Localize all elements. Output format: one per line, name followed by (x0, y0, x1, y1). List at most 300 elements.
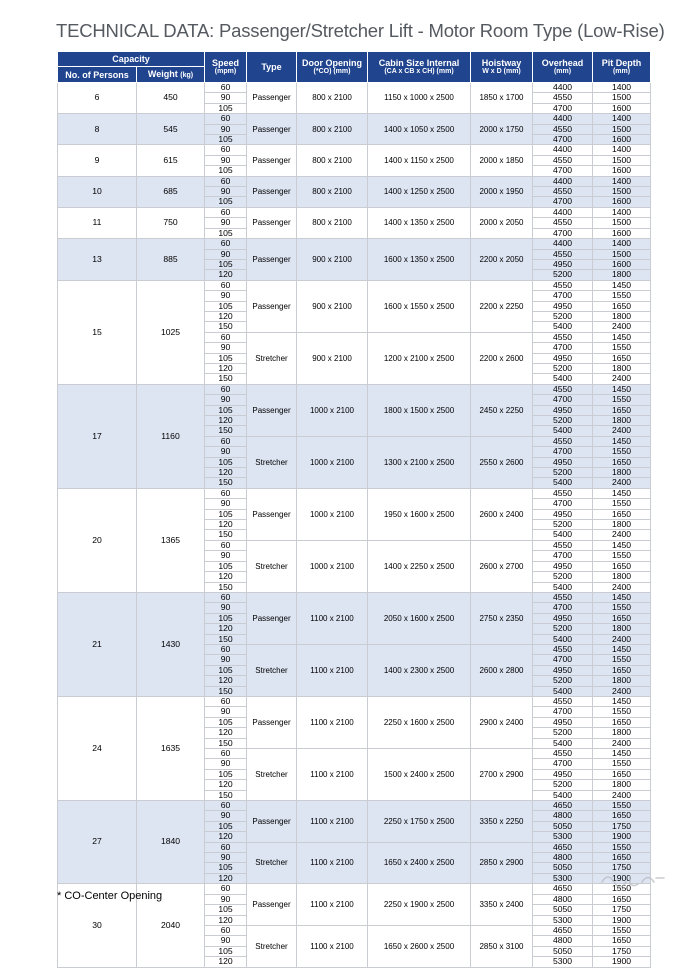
header-pit-unit: (mm) (612, 68, 631, 75)
cabin-cell: 1400 x 1250 x 2500 (368, 176, 471, 207)
pit-depth-cell: 1450 (593, 696, 651, 706)
header-pit (593, 52, 651, 83)
speed-cell: 60 (205, 332, 247, 342)
speed-cell: 90 (205, 291, 247, 301)
door-cell: 900 x 2100 (297, 332, 368, 384)
type-cell: Stretcher (247, 436, 297, 488)
watermark-logo-icon (598, 868, 668, 890)
speed-cell: 120 (205, 957, 247, 967)
cabin-cell: 1500 x 2400 x 2500 (368, 749, 471, 801)
overhead-cell: 4400 (533, 145, 593, 155)
speed-cell: 105 (205, 301, 247, 311)
overhead-cell: 4400 (533, 207, 593, 217)
pit-depth-cell: 1400 (593, 83, 651, 93)
pit-depth-cell: 1750 (593, 905, 651, 915)
overhead-cell: 4550 (533, 436, 593, 446)
speed-cell: 105 (205, 863, 247, 873)
cabin-cell: 1300 x 2100 x 2500 (368, 436, 471, 488)
pit-depth-cell: 1400 (593, 207, 651, 217)
pit-depth-cell: 1550 (593, 551, 651, 561)
pit-depth-cell: 1550 (593, 499, 651, 509)
overhead-cell: 4550 (533, 124, 593, 134)
overhead-cell: 5400 (533, 426, 593, 436)
speed-cell: 90 (205, 894, 247, 904)
pit-depth-cell: 1750 (593, 863, 651, 873)
persons-cell: 15 (58, 280, 137, 384)
header-weight-label: Weight (147, 68, 178, 79)
speed-cell: 90 (205, 124, 247, 134)
persons-cell: 17 (58, 384, 137, 488)
hoistway-cell: 2000 x 1850 (471, 145, 533, 176)
cabin-cell: 2250 x 1750 x 2500 (368, 801, 471, 843)
type-cell: Stretcher (247, 332, 297, 384)
weight-cell: 1160 (137, 384, 205, 488)
hoistway-cell: 2700 x 2900 (471, 749, 533, 801)
hoistway-cell: 3350 x 2400 (471, 884, 533, 926)
pit-depth-cell: 1900 (593, 873, 651, 883)
overhead-cell: 5400 (533, 738, 593, 748)
overhead-cell: 4650 (533, 884, 593, 894)
overhead-cell: 5400 (533, 582, 593, 592)
table-body (58, 83, 651, 968)
speed-cell: 105 (205, 259, 247, 269)
overhead-cell: 4550 (533, 218, 593, 228)
speed-cell: 60 (205, 280, 247, 290)
persons-cell: 6 (58, 83, 137, 114)
overhead-cell: 5200 (533, 270, 593, 280)
overhead-cell: 5200 (533, 363, 593, 373)
overhead-cell: 5300 (533, 832, 593, 842)
overhead-cell: 5200 (533, 676, 593, 686)
pit-depth-cell: 1650 (593, 811, 651, 821)
door-cell: 1000 x 2100 (297, 540, 368, 592)
pit-depth-cell: 1900 (593, 915, 651, 925)
pit-depth-cell: 1900 (593, 957, 651, 967)
speed-cell: 150 (205, 634, 247, 644)
speed-cell: 90 (205, 395, 247, 405)
weight-cell: 1635 (137, 696, 205, 800)
type-cell: Passenger (247, 696, 297, 748)
title-lead: TECHNICAL DATA: (56, 20, 215, 41)
weight-cell: 1025 (137, 280, 205, 384)
overhead-cell: 4700 (533, 707, 593, 717)
header-cabin (368, 52, 471, 83)
pit-depth-cell: 1550 (593, 603, 651, 613)
overhead-cell: 4550 (533, 249, 593, 259)
overhead-cell: 4950 (533, 405, 593, 415)
pit-depth-cell: 2400 (593, 478, 651, 488)
speed-cell: 60 (205, 145, 247, 155)
weight-cell: 615 (137, 145, 205, 176)
speed-cell: 90 (205, 447, 247, 457)
speed-cell: 105 (205, 228, 247, 238)
overhead-cell: 4700 (533, 291, 593, 301)
type-cell: Passenger (247, 176, 297, 207)
overhead-cell: 5050 (533, 905, 593, 915)
overhead-cell: 5050 (533, 863, 593, 873)
overhead-cell: 4650 (533, 801, 593, 811)
pit-depth-cell: 1650 (593, 353, 651, 363)
overhead-cell: 4550 (533, 384, 593, 394)
speed-cell: 120 (205, 468, 247, 478)
pit-depth-cell: 1500 (593, 124, 651, 134)
door-cell: 800 x 2100 (297, 207, 368, 238)
hoistway-cell: 2000 x 1950 (471, 176, 533, 207)
pit-depth-cell: 1450 (593, 436, 651, 446)
door-cell: 800 x 2100 (297, 114, 368, 145)
speed-cell: 60 (205, 842, 247, 852)
header-speed-label: Speed (211, 58, 239, 68)
overhead-cell: 4700 (533, 551, 593, 561)
header-hoistway-label: Hoistway (481, 58, 522, 68)
speed-cell: 90 (205, 707, 247, 717)
type-cell: Passenger (247, 239, 297, 281)
type-cell: Passenger (247, 384, 297, 436)
overhead-cell: 5400 (533, 530, 593, 540)
overhead-cell: 5200 (533, 311, 593, 321)
hoistway-cell: 2200 x 2250 (471, 280, 533, 332)
door-cell: 1000 x 2100 (297, 488, 368, 540)
speed-cell: 150 (205, 738, 247, 748)
title-rest: Passenger/Stretcher Lift - Motor Room Type (Low-Rise) (219, 20, 665, 41)
speed-cell: 120 (205, 676, 247, 686)
table-header (58, 52, 651, 83)
overhead-cell: 4700 (533, 759, 593, 769)
pit-depth-cell: 2400 (593, 738, 651, 748)
type-cell: Passenger (247, 488, 297, 540)
persons-cell: 10 (58, 176, 137, 207)
speed-cell: 90 (205, 187, 247, 197)
pit-depth-cell: 2400 (593, 582, 651, 592)
overhead-cell: 5400 (533, 374, 593, 384)
overhead-cell: 4950 (533, 665, 593, 675)
overhead-cell: 4950 (533, 259, 593, 269)
speed-cell: 120 (205, 270, 247, 280)
pit-depth-cell: 1650 (593, 301, 651, 311)
pit-depth-cell: 1550 (593, 655, 651, 665)
type-cell: Stretcher (247, 842, 297, 884)
overhead-cell: 4400 (533, 83, 593, 93)
cabin-cell: 2250 x 1900 x 2500 (368, 884, 471, 926)
speed-cell: 60 (205, 925, 247, 935)
pit-depth-cell: 1800 (593, 572, 651, 582)
speed-cell: 120 (205, 832, 247, 842)
overhead-cell: 4700 (533, 395, 593, 405)
overhead-cell: 5050 (533, 946, 593, 956)
door-cell: 900 x 2100 (297, 239, 368, 281)
hoistway-cell: 2750 x 2350 (471, 592, 533, 644)
hoistway-cell: 2200 x 2050 (471, 239, 533, 281)
door-cell: 1000 x 2100 (297, 436, 368, 488)
overhead-cell: 5400 (533, 322, 593, 332)
speed-cell: 105 (205, 946, 247, 956)
table-row (58, 145, 651, 155)
hoistway-cell: 2900 x 2400 (471, 696, 533, 748)
overhead-cell: 5300 (533, 915, 593, 925)
speed-cell: 120 (205, 416, 247, 426)
overhead-cell: 5400 (533, 686, 593, 696)
pit-depth-cell: 1550 (593, 447, 651, 457)
speed-cell: 60 (205, 207, 247, 217)
speed-cell: 60 (205, 592, 247, 602)
speed-cell: 150 (205, 478, 247, 488)
cabin-cell: 1650 x 2400 x 2500 (368, 842, 471, 884)
persons-cell: 13 (58, 239, 137, 281)
overhead-cell: 4700 (533, 603, 593, 613)
pit-depth-cell: 1650 (593, 853, 651, 863)
overhead-cell: 5200 (533, 780, 593, 790)
table-row (58, 592, 651, 602)
pit-depth-cell: 1600 (593, 135, 651, 145)
pit-depth-cell: 1800 (593, 270, 651, 280)
overhead-cell: 5200 (533, 416, 593, 426)
door-cell: 1000 x 2100 (297, 384, 368, 436)
pit-depth-cell: 1650 (593, 769, 651, 779)
type-cell: Passenger (247, 592, 297, 644)
speed-cell: 105 (205, 665, 247, 675)
speed-cell: 105 (205, 821, 247, 831)
pit-depth-cell: 1500 (593, 93, 651, 103)
pit-depth-cell: 2400 (593, 790, 651, 800)
speed-cell: 120 (205, 873, 247, 883)
overhead-cell: 5300 (533, 873, 593, 883)
speed-cell: 60 (205, 749, 247, 759)
pit-depth-cell: 2400 (593, 322, 651, 332)
pit-depth-cell: 1400 (593, 145, 651, 155)
pit-depth-cell: 1600 (593, 228, 651, 238)
overhead-cell: 4550 (533, 749, 593, 759)
overhead-cell: 4800 (533, 811, 593, 821)
header-type: Type (247, 52, 297, 83)
speed-cell: 105 (205, 769, 247, 779)
cabin-cell: 1200 x 2100 x 2500 (368, 332, 471, 384)
pit-depth-cell: 1800 (593, 468, 651, 478)
speed-cell: 105 (205, 717, 247, 727)
hoistway-cell: 2600 x 2800 (471, 644, 533, 696)
header-door (297, 52, 368, 83)
pit-depth-cell: 1400 (593, 114, 651, 124)
overhead-cell: 5400 (533, 478, 593, 488)
table-row (58, 83, 651, 93)
overhead-cell: 4950 (533, 561, 593, 571)
door-cell: 800 x 2100 (297, 145, 368, 176)
overhead-cell: 4550 (533, 155, 593, 165)
type-cell: Stretcher (247, 749, 297, 801)
speed-cell: 60 (205, 436, 247, 446)
overhead-cell: 4400 (533, 239, 593, 249)
cabin-cell: 1400 x 1050 x 2500 (368, 114, 471, 145)
overhead-cell: 4950 (533, 717, 593, 727)
type-cell: Passenger (247, 884, 297, 926)
hoistway-cell: 2200 x 2600 (471, 332, 533, 384)
type-cell: Passenger (247, 280, 297, 332)
overhead-cell: 4650 (533, 925, 593, 935)
overhead-cell: 4800 (533, 853, 593, 863)
hoistway-cell: 2000 x 2050 (471, 207, 533, 238)
cabin-cell: 1400 x 1350 x 2500 (368, 207, 471, 238)
table-row (58, 801, 651, 811)
hoistway-cell: 2450 x 2250 (471, 384, 533, 436)
table-row (58, 384, 651, 394)
door-cell: 1100 x 2100 (297, 592, 368, 644)
speed-cell: 120 (205, 311, 247, 321)
type-cell: Stretcher (247, 540, 297, 592)
speed-cell: 105 (205, 561, 247, 571)
weight-cell: 2040 (137, 884, 205, 967)
speed-cell: 120 (205, 780, 247, 790)
speed-cell: 60 (205, 384, 247, 394)
overhead-cell: 4700 (533, 228, 593, 238)
speed-cell: 90 (205, 551, 247, 561)
overhead-cell: 4700 (533, 499, 593, 509)
pit-depth-cell: 1550 (593, 801, 651, 811)
table-row (58, 696, 651, 706)
pit-depth-cell: 1550 (593, 842, 651, 852)
speed-cell: 105 (205, 509, 247, 519)
speed-cell: 60 (205, 239, 247, 249)
door-cell: 1100 x 2100 (297, 801, 368, 843)
door-cell: 1100 x 2100 (297, 749, 368, 801)
table-row (58, 488, 651, 498)
cabin-cell: 1600 x 1550 x 2500 (368, 280, 471, 332)
header-overhead (533, 52, 593, 83)
pit-depth-cell: 1650 (593, 717, 651, 727)
speed-cell: 90 (205, 759, 247, 769)
cabin-cell: 1400 x 2300 x 2500 (368, 644, 471, 696)
speed-cell: 120 (205, 915, 247, 925)
door-cell: 1100 x 2100 (297, 696, 368, 748)
speed-cell: 150 (205, 686, 247, 696)
speed-cell: 60 (205, 83, 247, 93)
pit-depth-cell: 1650 (593, 509, 651, 519)
pit-depth-cell: 1800 (593, 676, 651, 686)
speed-cell: 90 (205, 603, 247, 613)
header-hoistway (471, 52, 533, 83)
overhead-cell: 5050 (533, 821, 593, 831)
overhead-cell: 4700 (533, 135, 593, 145)
speed-cell: 60 (205, 114, 247, 124)
overhead-cell: 4550 (533, 332, 593, 342)
type-cell: Stretcher (247, 644, 297, 696)
persons-cell: 30 (58, 884, 137, 967)
speed-cell: 105 (205, 457, 247, 467)
pit-depth-cell: 1500 (593, 155, 651, 165)
speed-cell: 90 (205, 93, 247, 103)
speed-cell: 105 (205, 613, 247, 623)
speed-cell: 150 (205, 582, 247, 592)
header-cabin-unit: (CA x CB x CH) (mm) (384, 68, 454, 75)
hoistway-cell: 2850 x 3100 (471, 925, 533, 967)
speed-cell: 90 (205, 249, 247, 259)
pit-depth-cell: 1650 (593, 561, 651, 571)
type-cell: Passenger (247, 83, 297, 114)
header-persons: No. of Persons (58, 67, 137, 83)
speed-cell: 60 (205, 176, 247, 186)
header-overhead-unit: (mm) (553, 68, 572, 75)
speed-cell: 120 (205, 728, 247, 738)
speed-cell: 150 (205, 530, 247, 540)
overhead-cell: 5200 (533, 728, 593, 738)
pit-depth-cell: 1450 (593, 644, 651, 654)
speed-cell: 150 (205, 374, 247, 384)
pit-depth-cell: 1800 (593, 416, 651, 426)
pit-depth-cell: 1800 (593, 780, 651, 790)
persons-cell: 24 (58, 696, 137, 800)
speed-cell: 90 (205, 853, 247, 863)
speed-cell: 105 (205, 166, 247, 176)
overhead-cell: 4800 (533, 936, 593, 946)
overhead-cell: 4950 (533, 457, 593, 467)
pit-depth-cell: 1900 (593, 832, 651, 842)
speed-cell: 105 (205, 197, 247, 207)
speed-cell: 90 (205, 343, 247, 353)
speed-cell: 105 (205, 135, 247, 145)
overhead-cell: 5300 (533, 957, 593, 967)
door-cell: 800 x 2100 (297, 83, 368, 114)
cabin-cell: 2050 x 1600 x 2500 (368, 592, 471, 644)
footnote: * CO-Center Opening (57, 890, 163, 902)
speed-cell: 90 (205, 811, 247, 821)
overhead-cell: 4700 (533, 103, 593, 113)
overhead-cell: 4550 (533, 540, 593, 550)
overhead-cell: 4400 (533, 114, 593, 124)
speed-cell: 120 (205, 363, 247, 373)
persons-cell: 20 (58, 488, 137, 592)
pit-depth-cell: 1800 (593, 728, 651, 738)
speed-cell: 60 (205, 644, 247, 654)
pit-depth-cell: 1650 (593, 405, 651, 415)
persons-cell: 21 (58, 592, 137, 696)
speed-cell: 105 (205, 905, 247, 915)
type-cell: Passenger (247, 145, 297, 176)
pit-depth-cell: 1550 (593, 884, 651, 894)
pit-depth-cell: 1500 (593, 218, 651, 228)
pit-depth-cell: 1550 (593, 759, 651, 769)
weight-cell: 545 (137, 114, 205, 145)
speed-cell: 60 (205, 801, 247, 811)
door-cell: 1100 x 2100 (297, 925, 368, 967)
pit-depth-cell: 1550 (593, 291, 651, 301)
overhead-cell: 4400 (533, 176, 593, 186)
hoistway-cell: 1850 x 1700 (471, 83, 533, 114)
pit-depth-cell: 1800 (593, 363, 651, 373)
header-door-unit: (*CO) (mm) (313, 68, 351, 75)
speed-cell: 150 (205, 322, 247, 332)
overhead-cell: 4550 (533, 280, 593, 290)
overhead-cell: 5400 (533, 790, 593, 800)
overhead-cell: 4700 (533, 447, 593, 457)
pit-depth-cell: 1550 (593, 925, 651, 935)
speed-cell: 90 (205, 936, 247, 946)
pit-depth-cell: 1550 (593, 395, 651, 405)
overhead-cell: 4950 (533, 301, 593, 311)
speed-cell: 105 (205, 405, 247, 415)
overhead-cell: 4950 (533, 613, 593, 623)
overhead-cell: 5400 (533, 634, 593, 644)
speed-cell: 120 (205, 572, 247, 582)
header-capacity: Capacity (58, 52, 205, 67)
header-speed-unit: (mpm) (214, 68, 237, 75)
type-cell: Stretcher (247, 925, 297, 967)
pit-depth-cell: 1650 (593, 936, 651, 946)
overhead-cell: 5200 (533, 572, 593, 582)
weight-cell: 1430 (137, 592, 205, 696)
pit-depth-cell: 2400 (593, 530, 651, 540)
cabin-cell: 1400 x 2250 x 2500 (368, 540, 471, 592)
overhead-cell: 4550 (533, 187, 593, 197)
door-cell: 900 x 2100 (297, 280, 368, 332)
pit-depth-cell: 1550 (593, 343, 651, 353)
